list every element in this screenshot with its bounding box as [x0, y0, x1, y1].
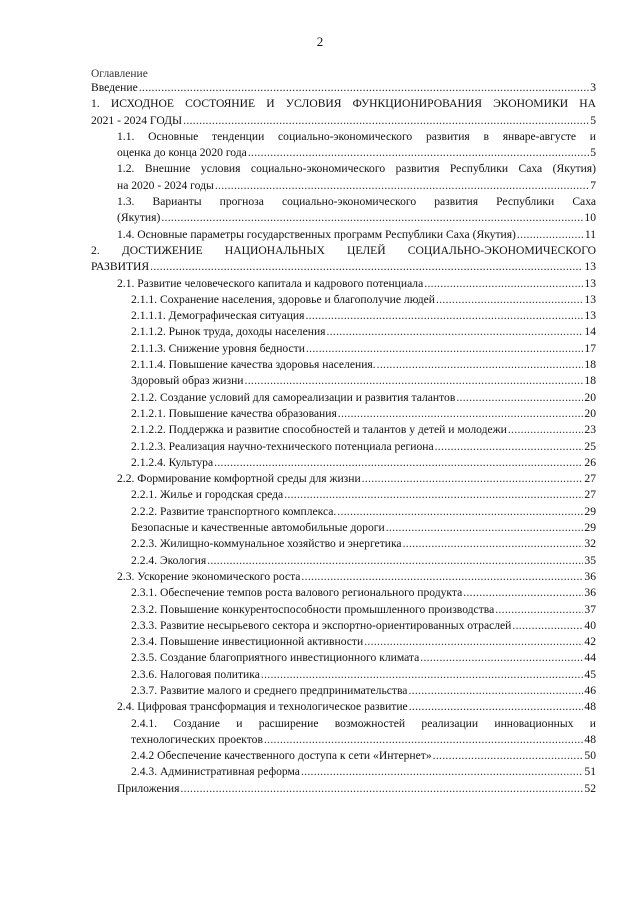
toc-dot-leader [161, 210, 583, 226]
toc-dot-leader [362, 471, 584, 487]
toc-dot-leader [301, 764, 583, 780]
toc-entry[interactable] [91, 618, 596, 634]
toc-entry[interactable] [91, 96, 596, 129]
toc-entry[interactable] [91, 585, 596, 601]
toc-entry[interactable] [91, 373, 596, 389]
toc-entry-label: Приложения [117, 781, 180, 795]
toc-entry-page: 44 [584, 651, 596, 665]
toc-dot-leader [386, 520, 584, 536]
toc-dot-leader [435, 439, 584, 455]
toc-dot-leader [214, 455, 583, 471]
table-of-contents [91, 80, 596, 797]
toc-entry-page: 13 [584, 260, 596, 274]
toc-entry-label: Безопасные и качественные автомобильные дороги [131, 521, 385, 535]
toc-entry[interactable] [91, 455, 596, 471]
toc-entry-label: 2.1.1.1. Демографическая ситуация [131, 309, 305, 323]
toc-entry[interactable] [91, 80, 596, 96]
toc-entry-page: 17 [584, 341, 596, 355]
toc-entry-page: 23 [584, 423, 596, 437]
toc-entry-label: 2.3.5. Создание благоприятного инвестиционного климата [131, 651, 420, 665]
toc-entry[interactable] [91, 667, 596, 683]
toc-entry-page: 32 [584, 537, 596, 551]
toc-dot-leader [495, 602, 583, 618]
toc-dot-leader [403, 536, 584, 552]
toc-entry[interactable] [91, 406, 596, 422]
toc-entry[interactable] [91, 683, 596, 699]
toc-entry-label: 2.1.2. Создание условий для самореализации и развития талантов [131, 390, 456, 404]
toc-entry-label: 2021 - 2024 ГОДЫ [91, 113, 183, 127]
toc-entry-label: 2.1.1.2. Рынок труда, доходы населения [131, 325, 326, 339]
toc-entry[interactable] [91, 308, 596, 324]
toc-dot-leader [326, 324, 583, 340]
toc-dot-leader [305, 308, 583, 324]
toc-dot-leader [517, 227, 584, 243]
toc-dot-leader [150, 259, 583, 275]
toc-dot-leader [420, 650, 583, 666]
toc-entry-page: 10 [584, 211, 596, 225]
toc-entry-label-line: 2.4.1. Создание и расширение возможностей реализации инновационных и [131, 716, 596, 730]
toc-entry-label: 2.1.2.4. Культура [131, 455, 214, 469]
toc-entry[interactable] [91, 781, 596, 797]
toc-dot-leader [424, 276, 583, 292]
toc-entry[interactable] [91, 194, 596, 227]
toc-entry[interactable] [91, 390, 596, 406]
toc-entry-label: 2.4.2 Обеспечение качественного доступа к сети «Интернет» [131, 749, 432, 763]
toc-dot-leader [306, 341, 583, 357]
toc-entry-page: 48 [584, 732, 596, 746]
toc-entry-page: 5 [590, 146, 596, 160]
toc-title: Оглавление [91, 68, 148, 80]
toc-dot-leader [377, 357, 584, 373]
toc-entry-page: 48 [584, 700, 596, 714]
toc-entry-label: 2.1.1. Сохранение населения, здоровье и благополучие людей [131, 292, 436, 306]
toc-entry[interactable] [91, 324, 596, 340]
toc-entry-label: 2.4.3. Административная реформа [131, 765, 300, 779]
toc-entry[interactable] [91, 227, 596, 243]
toc-entry-label: 2.1.1.4. Повышение качества здоровья населения. [131, 358, 376, 372]
toc-entry[interactable] [91, 422, 596, 438]
toc-entry-label: 2.2.4. Экология [131, 553, 207, 567]
toc-entry[interactable] [91, 520, 596, 536]
toc-entry-page: 36 [584, 569, 596, 583]
toc-entry-label: 2.3.2. Повышение конкурентоспособности промышленного производства [131, 602, 495, 616]
toc-entry-page: 42 [584, 635, 596, 649]
toc-entry-page: 35 [584, 553, 596, 567]
toc-entry[interactable] [91, 504, 596, 520]
toc-entry-page: 11 [584, 227, 596, 241]
toc-entry[interactable] [91, 553, 596, 569]
toc-entry-label: Введение [91, 81, 138, 94]
toc-dot-leader [337, 504, 583, 520]
toc-entry-page: 5 [590, 113, 596, 127]
toc-entry-label: оценка до конца 2020 года [117, 146, 247, 160]
toc-entry-page: 13 [584, 309, 596, 323]
toc-entry[interactable] [91, 357, 596, 373]
toc-entry-page: 51 [584, 765, 596, 779]
toc-dot-leader [409, 699, 584, 715]
toc-dot-leader [433, 748, 584, 764]
toc-entry-label: 2.3.7. Развитие малого и среднего предпринимательства [131, 683, 408, 697]
toc-entry-page: 27 [584, 472, 596, 486]
toc-entry-label: технологических проектов [131, 732, 263, 746]
toc-entry-label: 2.1.2.2. Поддержка и развитие способностей и талантов у детей и молодежи [131, 423, 507, 437]
toc-entry[interactable] [91, 243, 596, 276]
toc-entry-label: 2.3.4. Повышение инвестиционной активности [131, 635, 364, 649]
toc-entry-label: 2.3.6. Налоговая политика [131, 667, 260, 681]
toc-entry-label-line: 1.2. Внешние условия социально-экономического развития Республики Саха (Якутия) [117, 162, 596, 176]
toc-dot-leader [180, 781, 583, 797]
toc-entry-page: 50 [584, 749, 596, 763]
toc-entry[interactable] [91, 699, 596, 715]
toc-dot-leader [248, 145, 589, 161]
toc-entry-label: 2.1.2.3. Реализация научно-технического потенциала региона [131, 439, 434, 453]
toc-entry-label: 1.4. Основные параметры государственных программ Республики Саха (Якутия) [117, 227, 516, 241]
toc-entry[interactable] [91, 748, 596, 764]
toc-entry[interactable] [91, 602, 596, 618]
toc-entry-label: 2.2.1. Жилье и городская среда [131, 488, 284, 502]
toc-entry-label: 2.1.2.1. Повышение качества образования [131, 406, 337, 420]
toc-entry-label: 2.3.1. Обеспечение темпов роста валового регионального продукта [131, 586, 463, 600]
toc-dot-leader [183, 113, 589, 129]
toc-entry[interactable] [91, 161, 596, 194]
toc-entry-label: на 2020 - 2024 годы [117, 178, 214, 192]
toc-entry[interactable] [91, 439, 596, 455]
toc-entry[interactable] [91, 129, 596, 162]
toc-entry[interactable] [91, 487, 596, 503]
toc-entry-label: (Якутия) [117, 211, 161, 225]
toc-entry-label: 2.2.3. Жилищно-коммунальное хозяйство и энергетика [131, 537, 402, 551]
toc-entry-page: 13 [584, 276, 596, 290]
toc-dot-leader [456, 390, 583, 406]
toc-dot-leader [508, 422, 584, 438]
toc-entry-label: Здоровый образ жизни [131, 374, 244, 388]
toc-dot-leader [261, 667, 584, 683]
toc-dot-leader [463, 585, 583, 601]
toc-entry-page: 3 [590, 81, 596, 94]
toc-entry[interactable] [91, 634, 596, 650]
toc-dot-leader [364, 634, 583, 650]
toc-dot-leader [264, 732, 583, 748]
toc-entry-page: 18 [584, 358, 596, 372]
toc-dot-leader [207, 553, 583, 569]
toc-entry-page: 52 [584, 781, 596, 795]
toc-entry[interactable] [91, 569, 596, 585]
toc-entry-label: 2.2. Формирование комфортной среды для жизни [117, 472, 361, 486]
toc-entry[interactable] [91, 341, 596, 357]
toc-entry-page: 27 [584, 488, 596, 502]
toc-dot-leader [338, 406, 584, 422]
toc-entry-label-line: 1.1. Основные тенденции социально-экономического развития в январе-августе и [117, 129, 596, 143]
toc-entry[interactable] [91, 292, 596, 308]
toc-entry-page: 37 [584, 602, 596, 616]
toc-dot-leader [512, 618, 583, 634]
toc-dot-leader [408, 683, 583, 699]
toc-entry[interactable] [91, 650, 596, 666]
toc-entry-label-line: 2. ДОСТИЖЕНИЕ НАЦИОНАЛЬНЫХ ЦЕЛЕЙ СОЦИАЛЬНО-ЭКОНОМИЧЕСКОГО [91, 243, 596, 257]
toc-entry-page: 18 [584, 374, 596, 388]
toc-dot-leader [436, 292, 583, 308]
toc-entry-label: 2.1. Развитие человеческого капитала и кадрового потенциала [117, 276, 424, 290]
toc-entry-page: 40 [584, 618, 596, 632]
toc-entry-page: 20 [584, 406, 596, 420]
toc-entry[interactable] [91, 276, 596, 292]
toc-entry-page: 14 [584, 325, 596, 339]
toc-entry-label: 2.2.2. Развитие транспортного комплекса. [131, 504, 337, 518]
toc-entry[interactable] [91, 716, 596, 749]
toc-entry-page: 7 [590, 178, 596, 192]
toc-entry-page: 29 [584, 521, 596, 535]
toc-entry[interactable] [91, 536, 596, 552]
toc-entry-page: 29 [584, 504, 596, 518]
toc-entry-page: 45 [584, 667, 596, 681]
toc-entry-page: 26 [584, 455, 596, 469]
toc-entry-page: 25 [584, 439, 596, 453]
toc-entry-page: 46 [584, 683, 596, 697]
toc-dot-leader [245, 373, 584, 389]
toc-dot-leader [215, 178, 589, 194]
toc-entry[interactable] [91, 471, 596, 487]
toc-entry-label: 2.4. Цифровая трансформация и технологическое развитие [117, 700, 408, 714]
page-number: 2 [316, 34, 324, 49]
toc-entry-label-line: 1.3. Варианты прогноза социально-экономического развития Республики Саха [117, 195, 596, 209]
toc-entry[interactable] [91, 764, 596, 780]
toc-entry-page: 20 [584, 390, 596, 404]
toc-dot-leader [139, 80, 589, 96]
toc-dot-leader [301, 569, 583, 585]
toc-entry-label: 2.3.3. Развитие несырьевого сектора и экспортно-ориентированных отраслей [131, 618, 512, 632]
toc-dot-leader [284, 487, 583, 503]
toc-entry-label-line: 1. ИСХОДНОЕ СОСТОЯНИЕ И УСЛОВИЯ ФУНКЦИОНИРОВАНИЯ ЭКОНОМИКИ НА [91, 97, 596, 111]
toc-entry-label: 2.3. Ускорение экономического роста [117, 569, 301, 583]
toc-entry-page: 36 [584, 586, 596, 600]
toc-entry-label: 2.1.1.3. Снижение уровня бедности [131, 341, 305, 355]
toc-entry-page: 13 [584, 292, 596, 306]
toc-entry-label: РАЗВИТИЯ [91, 260, 150, 274]
